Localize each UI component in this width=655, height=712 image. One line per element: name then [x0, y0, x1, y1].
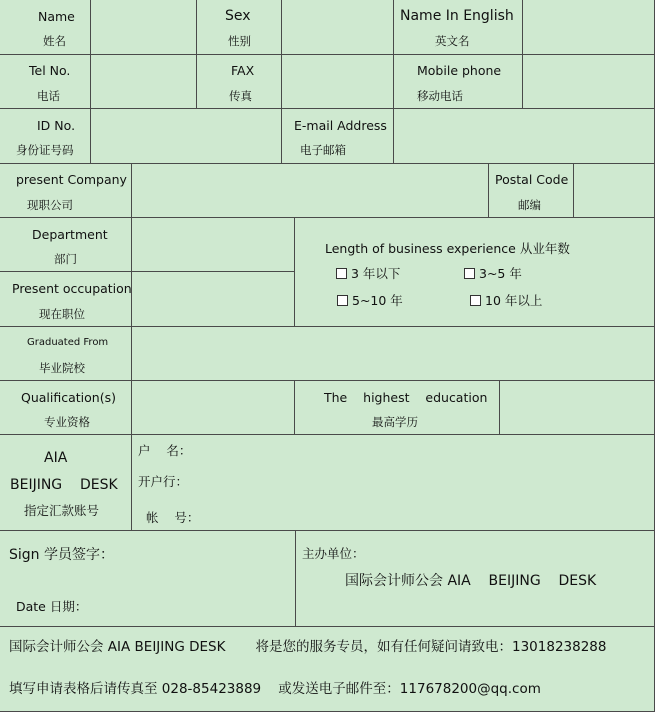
- company-label-cn: 现职公司: [27, 198, 73, 212]
- account-no-label: 帐 号：: [146, 510, 200, 525]
- qualification-label-cn: 专业资格: [44, 415, 90, 429]
- name-english-label-en: Name In English: [400, 8, 514, 24]
- id-label-en: ID No.: [37, 118, 76, 133]
- company-value-cell[interactable]: [132, 164, 489, 218]
- email-value-cell[interactable]: [394, 109, 655, 164]
- postal-label-en: Postal Code: [495, 172, 569, 187]
- mobile-label-en: Mobile phone: [417, 63, 502, 78]
- footer-line-1: 国际会计师公会 AIA BEIJING DESK 将是您的服务专员，如有任何疑问请致电：13018238288: [9, 639, 607, 655]
- graduated-label-cn: 毕业院校: [39, 361, 85, 375]
- fax-label-en: FAX: [231, 63, 255, 78]
- sign-label: Sign 学员签字：: [9, 547, 114, 563]
- email-label-cn: 电子邮箱: [300, 143, 346, 157]
- company-label-en: present Company: [16, 172, 127, 187]
- bank-value-cell[interactable]: [132, 435, 655, 531]
- checkbox[interactable]: [337, 295, 348, 306]
- fax-value-cell[interactable]: [282, 55, 394, 109]
- organizer-label: 主办单位：: [302, 546, 365, 561]
- mobile-value-cell[interactable]: [523, 55, 655, 109]
- name-english-label-cn: 英文名: [435, 34, 470, 48]
- id-label-cn: 身份证号码: [16, 143, 74, 157]
- exp-option-5-10[interactable]: 5~10 年: [337, 295, 403, 308]
- name-label-en: Name: [38, 9, 75, 24]
- exp-option-over-10[interactable]: 10 年以上: [470, 295, 542, 308]
- date-label: Date 日期：: [16, 599, 88, 614]
- account-name-label: 户 名：: [138, 443, 192, 458]
- checkbox[interactable]: [336, 268, 347, 279]
- occupation-label-en: Present occupation: [12, 281, 132, 296]
- bank-name-label: 开户行：: [138, 474, 189, 489]
- postal-value-cell[interactable]: [574, 164, 655, 218]
- dept-label-cn: 部门: [54, 252, 77, 266]
- experience-label: Length of business experience 从业年数: [325, 241, 570, 256]
- checkbox[interactable]: [464, 268, 475, 279]
- bank-label-line3: 指定汇款账号: [24, 503, 100, 518]
- qualification-label-en: Qualification(s): [21, 390, 116, 405]
- fax-label-cn: 传真: [229, 89, 252, 103]
- tel-label-en: Tel No.: [29, 63, 71, 78]
- mobile-label-cn: 移动电话: [417, 89, 463, 103]
- qualification-value-cell[interactable]: [132, 381, 295, 435]
- bank-label-line1: AIA: [44, 450, 68, 466]
- exp-option-under-3[interactable]: 3 年以下: [336, 268, 400, 281]
- id-value-cell[interactable]: [91, 109, 282, 164]
- name-english-value-cell[interactable]: [523, 0, 655, 55]
- graduated-label-en: Graduated From: [27, 337, 109, 348]
- sex-label-cn: 性别: [228, 34, 251, 48]
- sex-label-en: Sex: [225, 8, 251, 24]
- graduated-value-cell[interactable]: [132, 327, 655, 381]
- education-label-cn: 最高学历: [372, 415, 418, 429]
- postal-label-cn: 邮编: [518, 198, 541, 212]
- organizer-name: 国际会计师公会 AIA BEIJING DESK: [345, 573, 597, 589]
- name-value-cell[interactable]: [91, 0, 197, 55]
- dept-label-en: Department: [32, 227, 108, 242]
- tel-value-cell[interactable]: [91, 55, 197, 109]
- exp-option-3-5[interactable]: 3~5 年: [464, 268, 522, 281]
- bank-label-line2: BEIJING DESK: [10, 477, 118, 493]
- checkbox[interactable]: [470, 295, 481, 306]
- sex-value-cell[interactable]: [282, 0, 394, 55]
- tel-label-cn: 电话: [37, 89, 60, 103]
- footer-line-2: 填写申请表格后请传真至 028-85423889 或发送电子邮件至：117678200@qq.com: [9, 681, 541, 697]
- occupation-value-cell[interactable]: [132, 272, 295, 327]
- dept-value-cell[interactable]: [132, 218, 295, 272]
- email-label-en: E-mail Address: [294, 118, 387, 133]
- occupation-label-cn: 现在职位: [39, 307, 85, 321]
- name-label-cn: 姓名: [43, 34, 66, 48]
- education-label-en: The highest education: [324, 390, 488, 405]
- education-value-cell[interactable]: [500, 381, 655, 435]
